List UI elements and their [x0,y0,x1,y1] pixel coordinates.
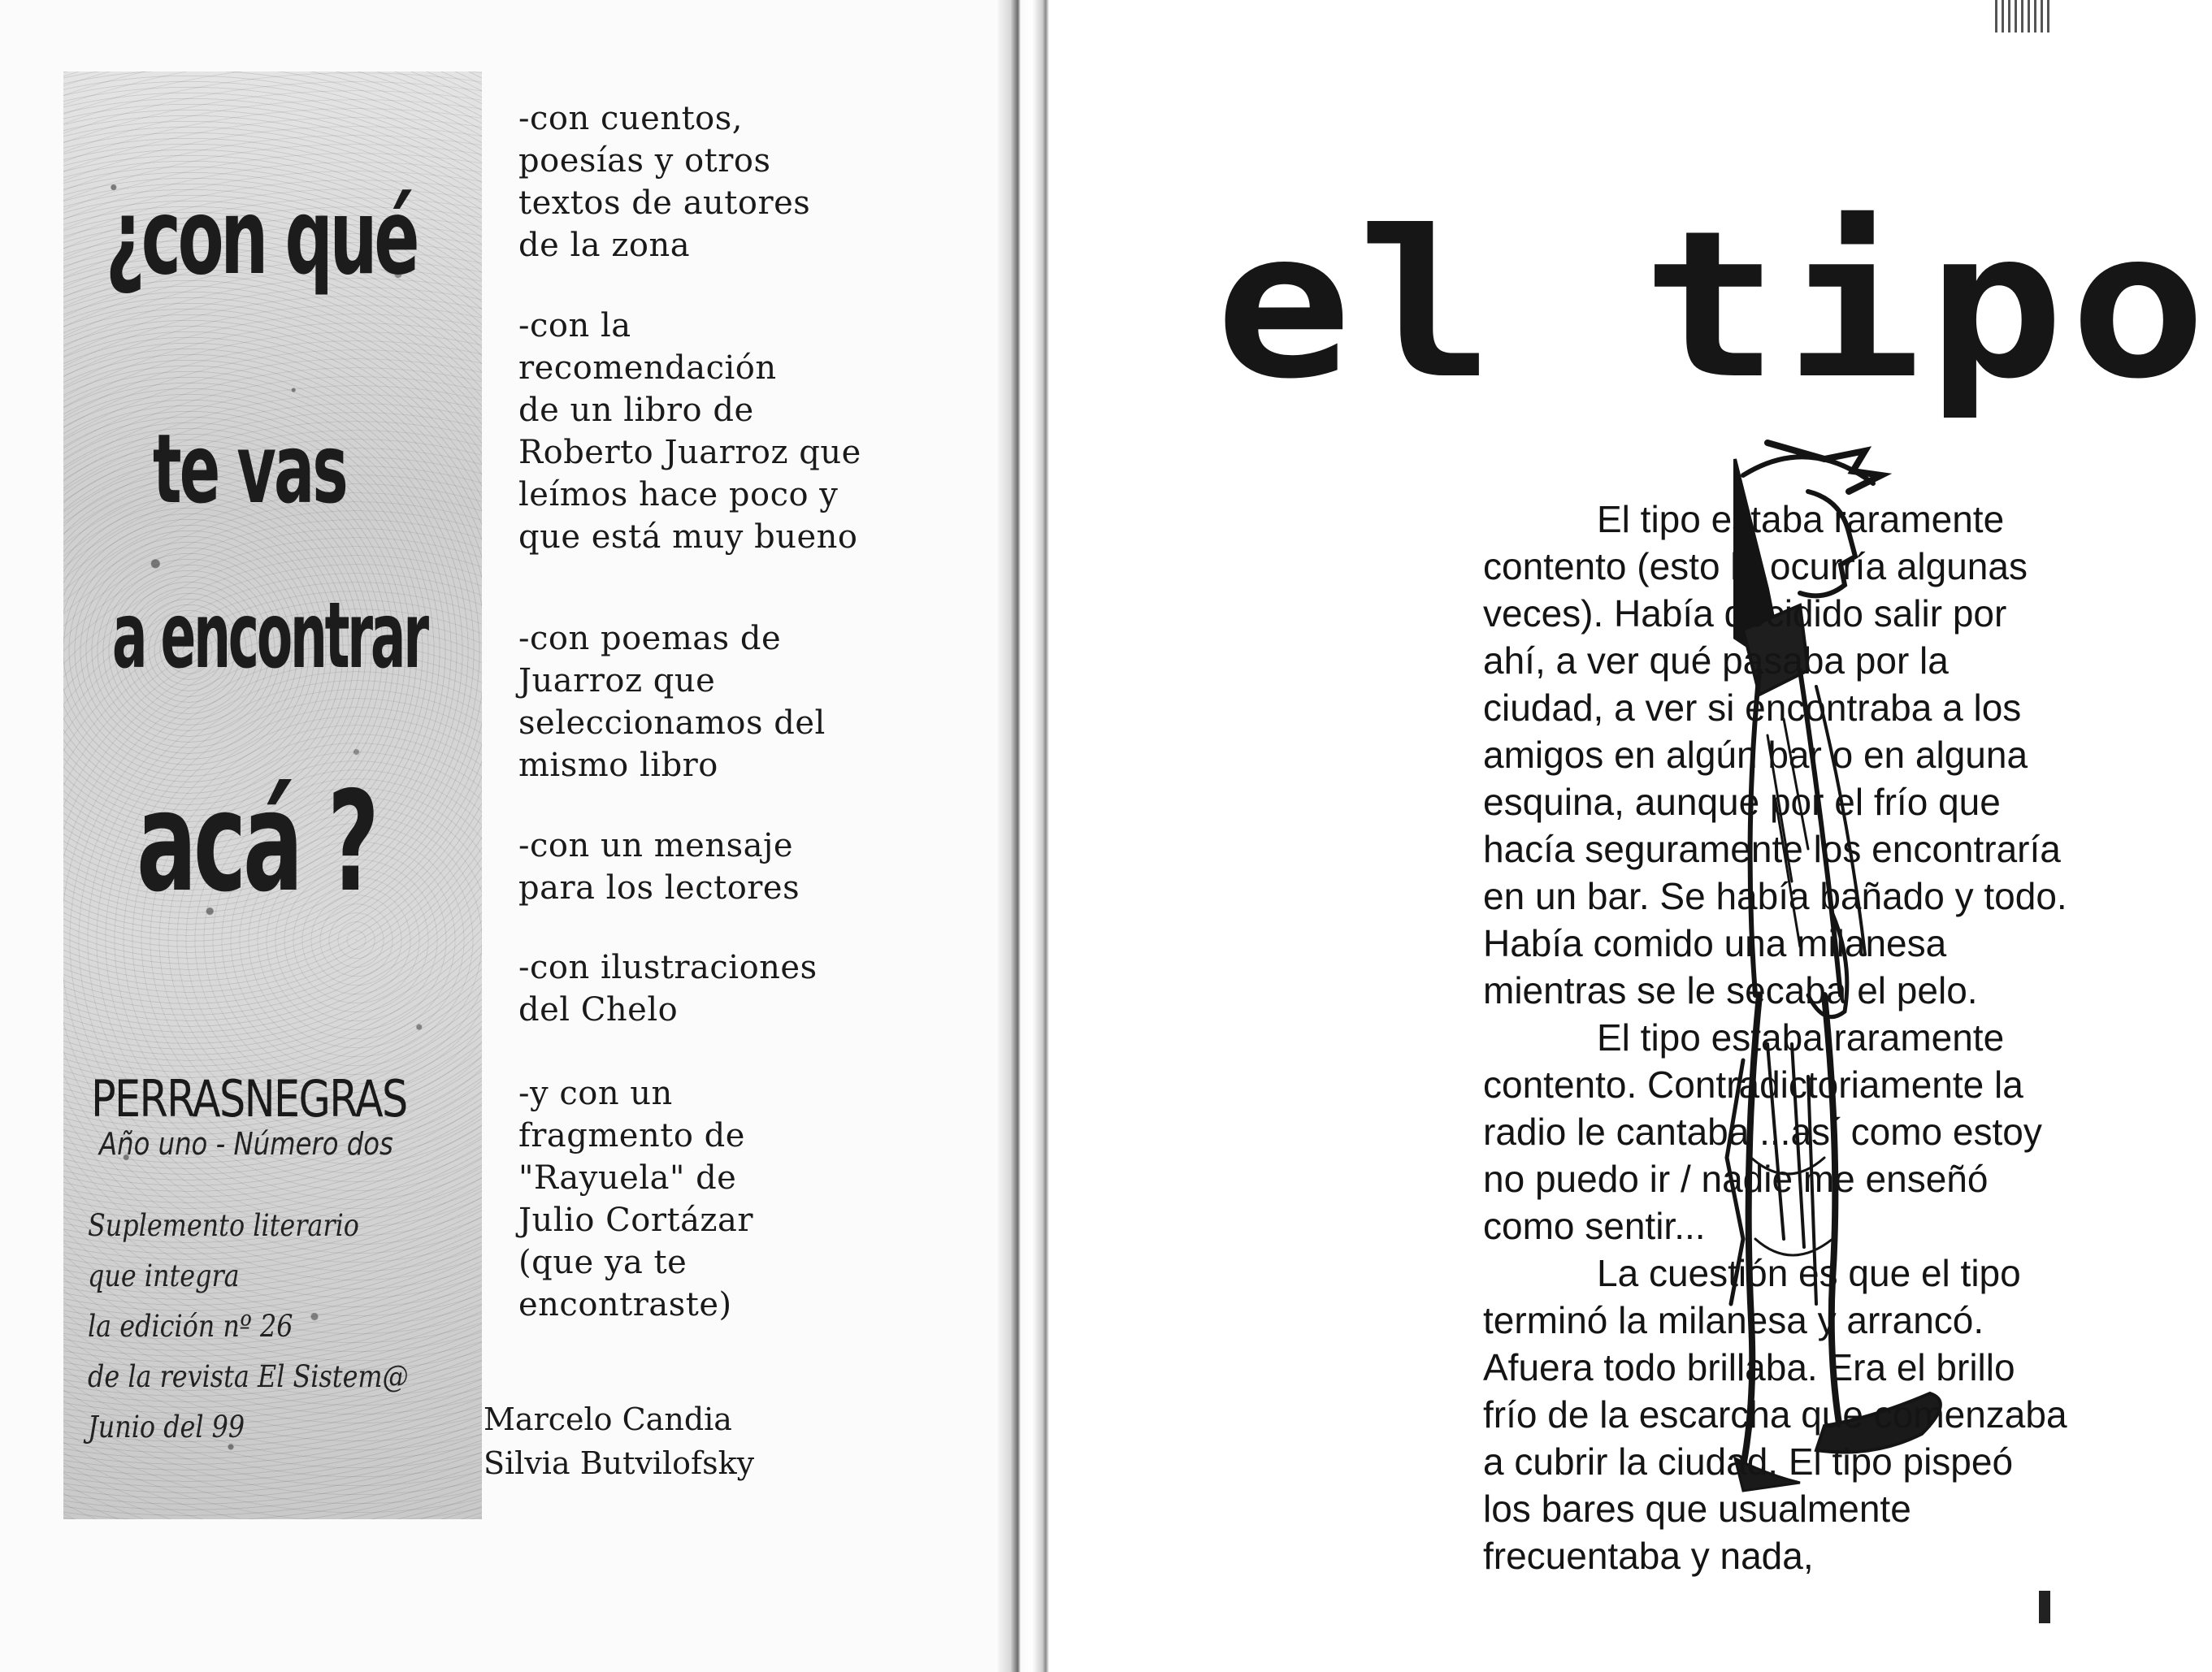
supplement-line: la edición nº 26 [88,1309,293,1344]
headline-line-1: ¿con qué [106,177,417,298]
story-paragraph: El tipo estaba raramente contento. Contradictoriamente la radio le cantaba ...así como estoy no puedo ir / nadie me enseñó como sentir... [1483,1016,2042,1247]
magazine-brand: PERRASNEGRAS [91,1069,407,1128]
scan-edge-mark [1995,0,2052,32]
author-name: Silvia Butvilofsky [484,1445,755,1481]
right-page [1052,8,2212,1672]
authors [484,1397,754,1485]
cover-panel [63,71,482,1519]
left-page [0,0,1004,1672]
headline-line-4: acá ? [137,762,376,923]
contents-item: -con cuentos, poesías y otros textos de autores de la zona [518,100,811,264]
supplement-line: Junio del 99 [88,1410,245,1445]
supplement-note [88,1201,478,1453]
author-name: Marcelo Candia [484,1401,732,1437]
contents-item: -con poemas de Juarroz que seleccionamos del mismo libro [518,620,826,784]
contents-item: -con ilustraciones del Chelo [518,949,818,1029]
contents-item: -con un mensaje para los lectores [518,827,800,907]
headline-line-2: te vas [153,413,346,525]
supplement-line: Suplemento literario [88,1208,359,1243]
supplement-line: que integra [88,1258,240,1293]
story-paragraph: La cuestión es que el tipo terminó la milanesa y arrancó. Afuera todo brillaba. Era el brillo frío de la escarcha que comenzaba a cubrir la ciudad. El tipo pispeó los bares que usualmente frecuentaba y nada, [1483,1252,2067,1577]
supplement-line: de la revista El Sistem@ [88,1359,409,1394]
page-edge-mark [2039,1591,2050,1623]
story-title: el tipo [1215,187,2212,423]
issue-line: Año uno - Número dos [99,1126,393,1162]
contents-item: -y con un fragmento de "Rayuela" de Julio Cortázar (que ya te encontraste) [518,1075,753,1323]
book-gutter [998,0,1055,1672]
headline-line-3: a encontrar [112,583,427,689]
story-paragraph: El tipo estaba raramente contento (esto le ocurría algunas veces). Había decidido salir por ahí, a ver qué pasaba por la ciudad, a ver si encontraba a los amigos en algún bar o en alguna esquina, aunque por el frío que hacía seguramente los encontraría en un bar. Se había bañado y todo. Había comido una milanesa mientras se le secaba el pelo. [1483,498,2067,1011]
story-body [1483,496,2068,1579]
contents-item: -con la recomendación de un libro de Roberto Juarroz que leímos hace poco y que está muy bueno [518,307,861,556]
